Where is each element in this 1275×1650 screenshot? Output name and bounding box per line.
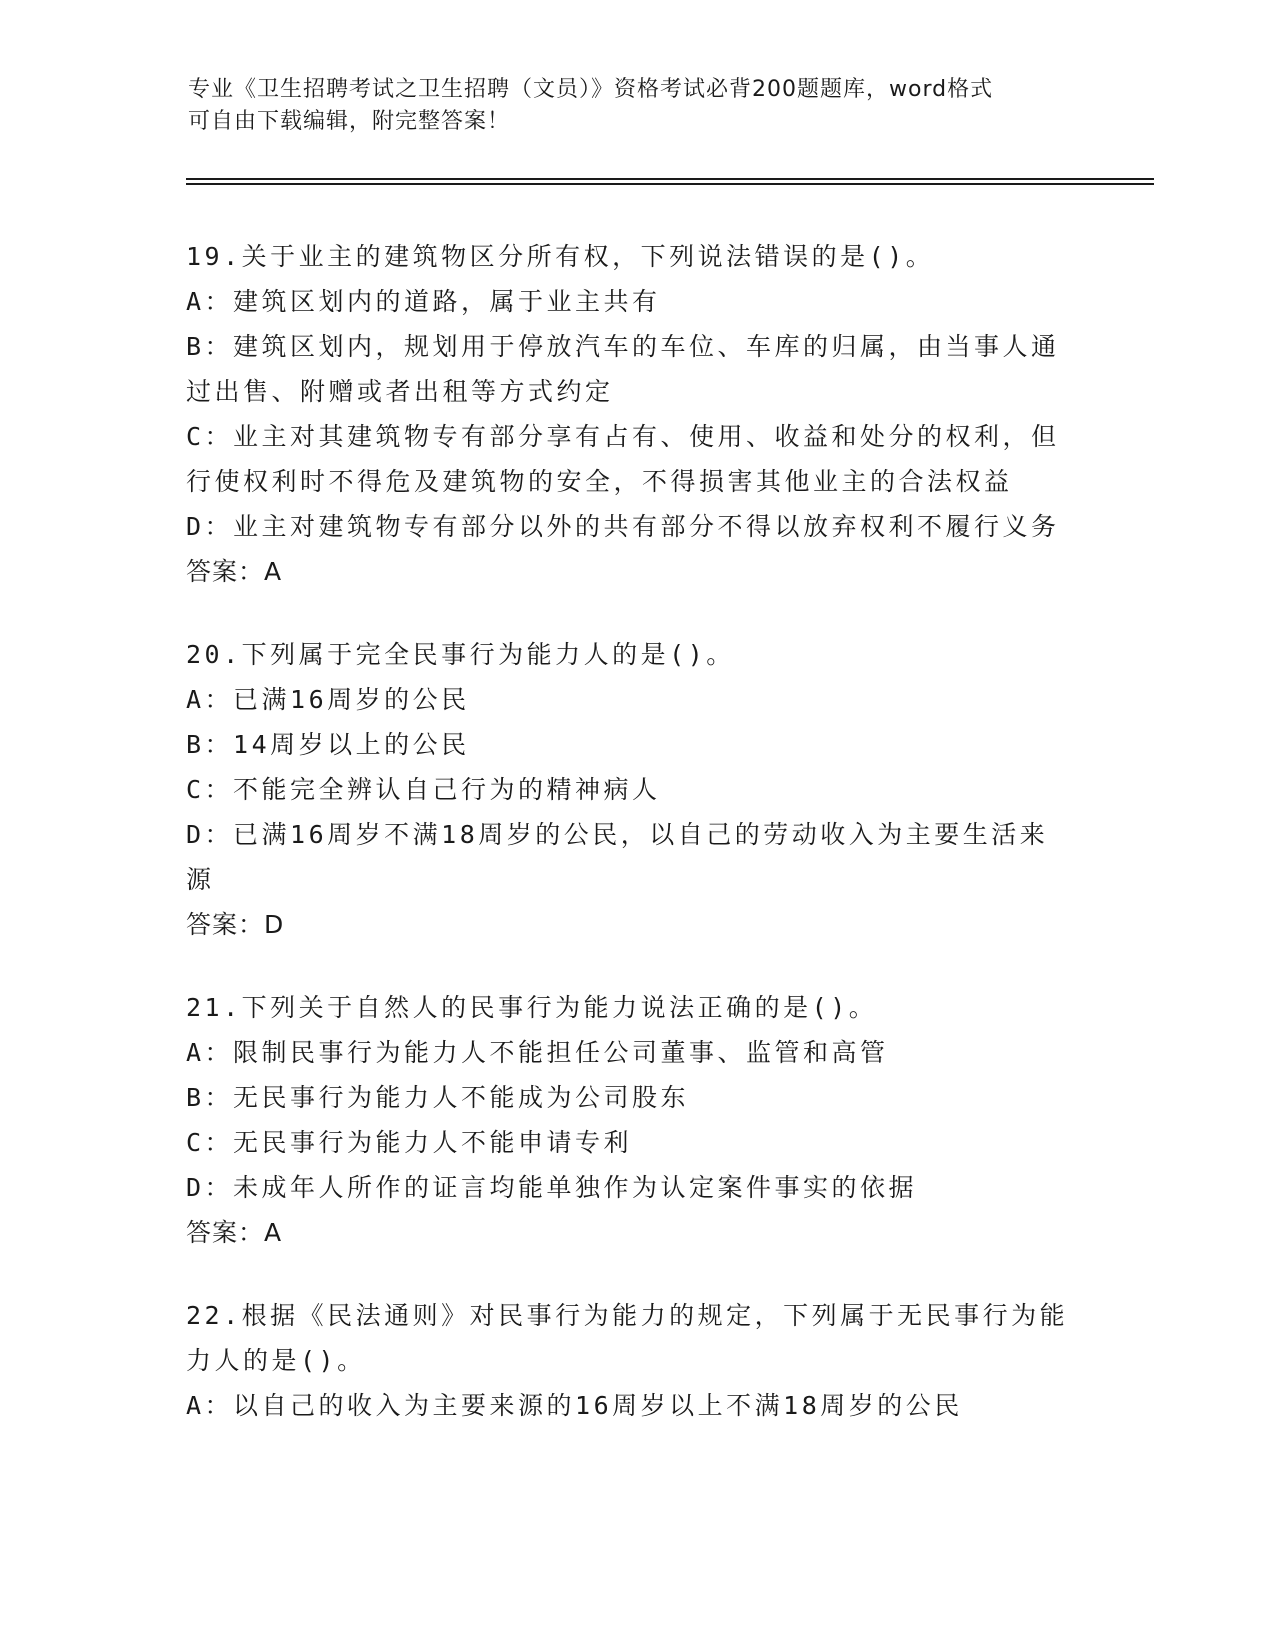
option-b: B：无民事行为能力人不能成为公司股东 bbox=[186, 1083, 690, 1112]
header-rule-bottom bbox=[186, 183, 1154, 185]
answer: 答案：D bbox=[186, 910, 285, 939]
option-d-continued: 源 bbox=[186, 865, 215, 894]
question-stem: 21.下列关于自然人的民事行为能力说法正确的是()。 bbox=[186, 993, 878, 1022]
option-c: C：业主对其建筑物专有部分享有占有、使用、收益和处分的权利，但 bbox=[186, 422, 1060, 451]
question-21 bbox=[186, 985, 1076, 1255]
answer: 答案：A bbox=[186, 557, 283, 586]
option-a: A：以自己的收入为主要来源的16周岁以上不满18周岁的公民 bbox=[186, 1391, 963, 1420]
option-a: A：限制民事行为能力人不能担任公司董事、监管和高管 bbox=[186, 1038, 889, 1067]
header-line-2: 可自由下载编辑，附完整答案！ bbox=[188, 109, 511, 134]
question-19 bbox=[186, 234, 1076, 594]
option-b: B：14周岁以上的公民 bbox=[186, 730, 470, 759]
question-list bbox=[186, 234, 1076, 1466]
answer: 答案：A bbox=[186, 1218, 283, 1247]
question-stem-continued: 力人的是()。 bbox=[186, 1346, 366, 1375]
option-d: D：已满16周岁不满18周岁的公民，以自己的劳动收入为主要生活来 bbox=[186, 820, 1049, 849]
option-a: A：已满16周岁的公民 bbox=[186, 685, 470, 714]
document-header bbox=[188, 74, 1068, 138]
question-stem: 19.关于业主的建筑物区分所有权，下列说法错误的是()。 bbox=[186, 242, 935, 271]
option-c-continued: 行使权利时不得危及建筑物的安全，不得损害其他业主的合法权益 bbox=[186, 467, 1013, 496]
option-a: A：建筑区划内的道路，属于业主共有 bbox=[186, 287, 661, 316]
question-20 bbox=[186, 632, 1076, 947]
option-b: B：建筑区划内，规划用于停放汽车的车位、车库的归属，由当事人通 bbox=[186, 332, 1060, 361]
option-c: C：不能完全辨认自己行为的精神病人 bbox=[186, 775, 661, 804]
option-d: D：业主对建筑物专有部分以外的共有部分不得以放弃权利不履行义务 bbox=[186, 512, 1060, 541]
question-stem: 20.下列属于完全民事行为能力人的是()。 bbox=[186, 640, 735, 669]
header-line-1: 专业《卫生招聘考试之卫生招聘（文员）》资格考试必背200题题库，word格式 bbox=[188, 77, 994, 102]
option-b-continued: 过出售、附赠或者出租等方式约定 bbox=[186, 377, 614, 406]
option-c: C：无民事行为能力人不能申请专利 bbox=[186, 1128, 633, 1157]
option-d: D：未成年人所作的证言均能单独作为认定案件事实的依据 bbox=[186, 1173, 918, 1202]
question-stem: 22.根据《民法通则》对民事行为能力的规定，下列属于无民事行为能 bbox=[186, 1301, 1069, 1330]
header-rule-top bbox=[186, 178, 1154, 180]
question-22 bbox=[186, 1293, 1076, 1428]
